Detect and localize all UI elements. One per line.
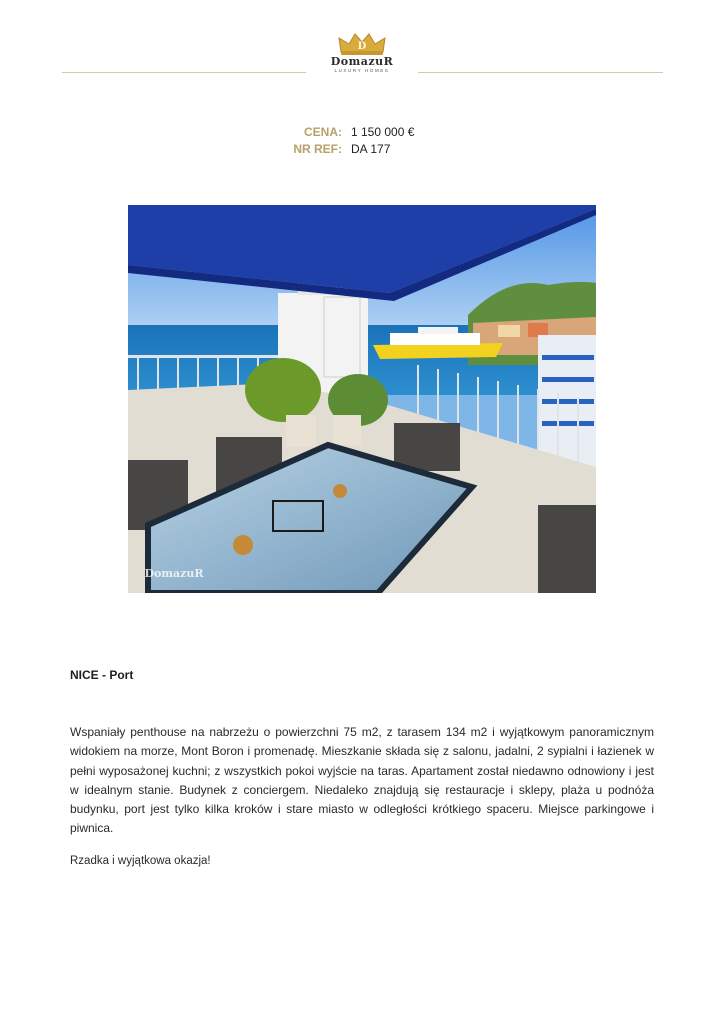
crown-logo-icon	[335, 30, 389, 56]
listing-note: Rzadka i wyjątkowa okazja!	[70, 855, 211, 867]
svg-text:DomazuR: DomazuR	[144, 567, 204, 580]
brand-tagline: LUXURY HOMES	[334, 68, 390, 73]
price-row	[0, 125, 724, 142]
ref-label: NR REF:	[293, 142, 342, 156]
listing-description: Wspaniały penthouse na nabrzeżu o powierzchni 75 m2, z tarasem 134 m2 i wyjątkowym panoramicznym widokiem na morze, Mont Boron i promenadę. Mieszkanie składa się z salonu, jadalni, 2 sypialni i łazienek w pełni wyposażonej kuchni; z wszystkich pokoi wyjście na taras. Apartament został niedawno odnowiony i jest w idealnym stanie. Budynek z conciergem. Niedaleko znajdują się restauracje i sklepy, plaża u podnóża budynku, port jest tylko kilka kroków i stare miasto w odległości krótkiego spaceru. Miejsce parkingowe i piwnica.	[70, 725, 654, 836]
price-value: 1 150 000 €	[351, 125, 415, 139]
price-label: CENA:	[304, 125, 342, 139]
property-photo[interactable]	[128, 205, 596, 593]
ref-row	[0, 142, 724, 159]
brand-logo[interactable]	[318, 30, 406, 82]
terrace-scene-illustration	[128, 205, 596, 593]
ref-value: DA 177	[351, 142, 391, 156]
header-rule-left	[62, 72, 306, 73]
brand-name: DomazuR	[330, 55, 394, 68]
svg-text:D: D	[357, 41, 367, 52]
listing-summary	[0, 125, 724, 159]
listing-title: NICE - Port	[70, 668, 134, 682]
header-rule-right	[418, 72, 663, 73]
